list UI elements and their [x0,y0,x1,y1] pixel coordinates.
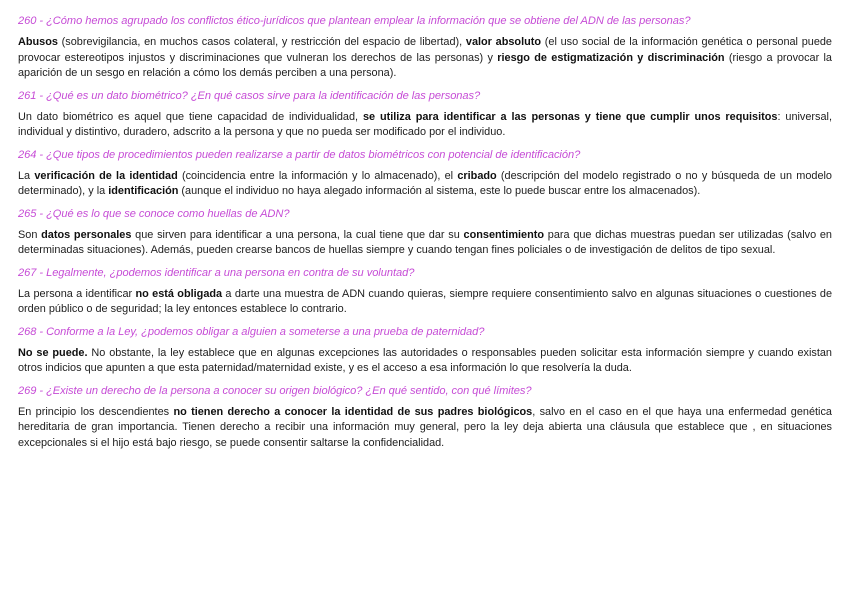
answer-bold-text: datos personales [41,228,132,241]
question-260: 260 - ¿Cómo hemos agrupado los conflictos ético-jurídicos que plantean emplear la información que se obtiene del ADN de las personas? [18,15,691,27]
question-265: 265 - ¿Qué es lo que se conoce como huellas de ADN? [18,207,290,220]
answer-text: (aunque el individuo no haya alegado información al sistema, este lo puede buscar entre los almacenados). [178,185,701,197]
question-269: 269 - ¿Existe un derecho de la persona a conocer su origen biológico? ¿En qué sentido, con qué límites? [18,384,532,397]
answer-260 [18,35,832,82]
answer-bold-text: valor absoluto [465,36,542,48]
question-268: 268 - Conforme a la Ley, ¿podemos obligar a alguien a someterse a una prueba de paternidad? [18,325,485,338]
answer-text: (coincidencia entre la información y lo almacenado), el [177,169,458,182]
answer-bold-text: identificación [108,185,179,197]
answer-bold-text: consentimiento [463,228,545,241]
question-267: 267 - Legalmente, ¿podemos identificar a una persona en contra de su voluntad? [18,266,415,279]
answer-269 [18,405,832,452]
answer-text: No obstante, la ley establece que en algunas excepciones las autoridades o responsables pueden solicitar esta información siempre y cuando existan otros indicios que apunten a que esta paternidad/maternidad existe, y es el acceso a esa información lo que resolvería la duda. [18,346,832,374]
answer-text: (el uso social de la información genética o personal puede provocar estereotipos injustos y discriminaciones que vulneran los derechos de las personas) y [18,36,832,64]
answer-text: para que dichas muestras puedan ser utilizadas (salvo en determinadas situaciones). Además, pueden crearse bancos de huellas siempre y cuando tengan fines policiales o de investigación de delitos de tipo sexual. [18,228,832,256]
answer-bold-text: no tienen derecho a conocer la identidad de sus padres biológicos [173,405,533,418]
answer-text: a darte una muestra de ADN cuando quieras, siempre requiere consentimiento salvo en algunas situaciones o cuestiones de orden público o de seguridad; la ley entonces establece lo contrario. [18,287,832,315]
answer-text: En principio los descendientes [18,405,174,418]
question-261: 261 - ¿Qué es un dato biométrico? ¿En qué casos sirve para la identificación de las personas? [18,89,481,102]
answer-bold-text: no está obligada [135,287,223,300]
answer-text: (descripción del modelo registrado o no y búsqueda de un modelo determinado), y la [18,169,832,197]
answer-bold-text: cribado [457,169,497,182]
answer-text: (riesgo a provocar la aparición de un sesgo en relación a cómo los demás perciben a una persona). [18,51,832,79]
answer-bold-text: riesgo de estigmatización y discriminación [497,51,725,64]
answer-text: La [18,169,35,182]
answer-text: : universal, individual y distintivo, duradero, adscrito a la persona y que no pueda ser modificado por el individuo. [18,110,832,138]
answer-text: La persona a identificar [18,287,136,300]
answer-264 [18,169,832,200]
answer-bold-text: verificación de la identidad [34,169,178,182]
answer-text: (sobrevigilancia, en muchos casos colateral, y restricción del espacio de libertad), [57,36,466,48]
answer-text: Son [18,228,42,241]
answer-265 [18,228,832,259]
answer-267 [18,287,832,318]
answer-268 [18,346,832,377]
answer-261 [18,110,832,141]
question-264: 264 - ¿Que tipos de procedimientos pueden realizarse a partir de datos biométricos con potencial de identificación? [18,148,581,161]
answer-bold-text: se utiliza para identificar a las personas y tiene que cumplir unos requisitos [362,110,778,123]
answer-bold-text: Abusos [18,36,58,48]
answer-text: que sirven para identificar a una persona, la cual tiene que dar su [131,228,464,241]
answer-text: , salvo en el caso en el que haya una enfermedad genética hereditaria de gran importancia. Tienen derecho a recibir una información muy general, pero la ley deja abierta una cláusula que establece que , en situaciones excepcionales si el hijo está bajo riesgo, se puede consentir saltarse la confidencialidad. [18,405,832,449]
answer-bold-text: No se puede. [18,346,88,359]
answer-text: Un dato biométrico es aquel que tiene capacidad de individualidad, [18,110,363,123]
